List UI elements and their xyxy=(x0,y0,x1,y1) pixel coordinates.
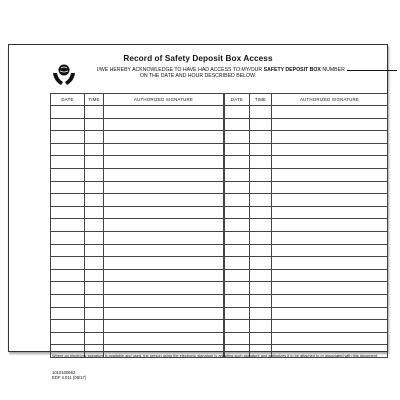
table-row xyxy=(225,294,388,307)
date-cell[interactable] xyxy=(225,332,250,345)
time-cell[interactable] xyxy=(250,257,272,270)
time-cell[interactable] xyxy=(250,231,272,244)
signature-cell[interactable] xyxy=(272,320,388,333)
date-cell[interactable] xyxy=(225,231,250,244)
header-signature: AUTHORIZED SIGNATURE xyxy=(272,94,388,106)
date-cell[interactable] xyxy=(51,257,85,270)
date-cell[interactable] xyxy=(51,307,85,320)
table-row xyxy=(225,143,388,156)
time-cell[interactable] xyxy=(250,181,272,194)
table-row xyxy=(225,219,388,232)
time-cell[interactable] xyxy=(85,168,104,181)
signature-cell[interactable] xyxy=(272,206,388,219)
signature-cell[interactable] xyxy=(104,219,224,232)
date-cell[interactable] xyxy=(225,106,250,119)
table-row xyxy=(225,269,388,282)
signature-cell[interactable] xyxy=(272,181,388,194)
ack-bold: SAFETY DEPOSIT BOX xyxy=(263,67,321,73)
header-time: TIME xyxy=(250,94,272,106)
time-cell[interactable] xyxy=(85,131,104,144)
date-cell[interactable] xyxy=(51,244,85,257)
date-cell[interactable] xyxy=(225,294,250,307)
date-cell[interactable] xyxy=(51,106,85,119)
table-row xyxy=(225,244,388,257)
signature-cell[interactable] xyxy=(272,257,388,270)
table-row xyxy=(51,219,224,232)
table-row xyxy=(51,194,224,207)
signature-cell[interactable] xyxy=(104,206,224,219)
signature-cell[interactable] xyxy=(104,294,224,307)
signature-cell[interactable] xyxy=(104,194,224,207)
time-cell[interactable] xyxy=(250,143,272,156)
time-cell[interactable] xyxy=(250,269,272,282)
table-row xyxy=(51,282,224,295)
electronic-signature-footnote: Where an electronic signature is available and used, the person using the electronic signature is adopting such signature and authorizes it to be attached to or associated with this document. xyxy=(52,353,378,358)
time-cell[interactable] xyxy=(250,156,272,169)
ack-prefix: I/WE HEREBY ACKNOWLEDGE TO HAVE HAD ACCESS TO MY/OUR xyxy=(97,67,264,73)
time-cell[interactable] xyxy=(250,244,272,257)
signature-cell[interactable] xyxy=(272,118,388,131)
signature-cell[interactable] xyxy=(104,118,224,131)
time-cell[interactable] xyxy=(85,244,104,257)
date-cell[interactable] xyxy=(225,244,250,257)
table-row xyxy=(51,320,224,333)
signature-cell[interactable] xyxy=(104,320,224,333)
date-cell[interactable] xyxy=(225,269,250,282)
time-cell[interactable] xyxy=(85,219,104,232)
time-cell[interactable] xyxy=(250,320,272,333)
table-row xyxy=(51,156,224,169)
time-cell[interactable] xyxy=(85,194,104,207)
table-row xyxy=(51,106,224,119)
date-cell[interactable] xyxy=(51,118,85,131)
signature-cell[interactable] xyxy=(104,181,224,194)
date-cell[interactable] xyxy=(51,219,85,232)
signature-cell[interactable] xyxy=(104,257,224,270)
signature-cell[interactable] xyxy=(272,231,388,244)
signature-cell[interactable] xyxy=(104,106,224,119)
date-cell[interactable] xyxy=(51,206,85,219)
table-row xyxy=(225,118,388,131)
time-cell[interactable] xyxy=(85,282,104,295)
table-row xyxy=(51,294,224,307)
time-cell[interactable] xyxy=(85,294,104,307)
date-cell[interactable] xyxy=(51,282,85,295)
table-row xyxy=(51,231,224,244)
table-row xyxy=(51,143,224,156)
table-row xyxy=(225,282,388,295)
time-cell[interactable] xyxy=(85,143,104,156)
table-row xyxy=(225,106,388,119)
access-log-table-right xyxy=(224,93,388,358)
signature-cell[interactable] xyxy=(272,168,388,181)
time-cell[interactable] xyxy=(85,257,104,270)
table-row xyxy=(225,307,388,320)
form-revision: EDF 4.011 (08/17) xyxy=(52,375,87,381)
acknowledgement-line-2: ON THE DATE AND HOUR DESCRIBED BELOW. xyxy=(139,73,257,79)
time-cell[interactable] xyxy=(85,332,104,345)
table-row xyxy=(225,156,388,169)
signature-cell[interactable] xyxy=(272,156,388,169)
time-cell[interactable] xyxy=(85,206,104,219)
table-row xyxy=(51,257,224,270)
table-row xyxy=(225,257,388,270)
table-row xyxy=(51,181,224,194)
signature-cell[interactable] xyxy=(104,131,224,144)
time-cell[interactable] xyxy=(85,118,104,131)
date-cell[interactable] xyxy=(51,194,85,207)
table-row xyxy=(51,131,224,144)
time-cell[interactable] xyxy=(85,181,104,194)
table-row xyxy=(225,320,388,333)
date-cell[interactable] xyxy=(225,282,250,295)
signature-cell[interactable] xyxy=(272,282,388,295)
time-cell[interactable] xyxy=(250,168,272,181)
table-row xyxy=(225,231,388,244)
date-cell[interactable] xyxy=(225,131,250,144)
date-cell[interactable] xyxy=(225,194,250,207)
header-date: DATE xyxy=(51,94,85,106)
time-cell[interactable] xyxy=(250,106,272,119)
signature-cell[interactable] xyxy=(104,282,224,295)
time-cell[interactable] xyxy=(250,118,272,131)
signature-cell[interactable] xyxy=(272,219,388,232)
signature-cell[interactable] xyxy=(104,332,224,345)
header-time: TIME xyxy=(85,94,104,106)
date-cell[interactable] xyxy=(225,219,250,232)
form-number: 1010100662 xyxy=(52,370,76,375)
signature-cell[interactable] xyxy=(272,131,388,144)
time-cell[interactable] xyxy=(250,307,272,320)
date-cell[interactable] xyxy=(225,206,250,219)
date-cell[interactable] xyxy=(225,307,250,320)
form-sheet xyxy=(8,44,388,381)
date-cell[interactable] xyxy=(225,257,250,270)
signature-cell[interactable] xyxy=(272,244,388,257)
table-row xyxy=(51,269,224,282)
access-log-table-left xyxy=(50,93,224,358)
time-cell[interactable] xyxy=(85,269,104,282)
signature-cell[interactable] xyxy=(104,168,224,181)
signature-cell[interactable] xyxy=(272,294,388,307)
time-cell[interactable] xyxy=(85,231,104,244)
table-row xyxy=(225,181,388,194)
header-signature: AUTHORIZED SIGNATURE xyxy=(104,94,224,106)
header-date: DATE xyxy=(225,94,250,106)
table-row xyxy=(225,131,388,144)
date-cell[interactable] xyxy=(225,168,250,181)
date-cell[interactable] xyxy=(225,143,250,156)
table-row xyxy=(225,168,388,181)
acknowledgement-line xyxy=(97,66,397,73)
table-row xyxy=(51,118,224,131)
date-cell[interactable] xyxy=(51,143,85,156)
table-row xyxy=(51,244,224,257)
date-cell[interactable] xyxy=(225,181,250,194)
signature-cell[interactable] xyxy=(272,143,388,156)
date-cell[interactable] xyxy=(225,118,250,131)
table-row xyxy=(51,332,224,345)
date-cell[interactable] xyxy=(225,156,250,169)
signature-cell[interactable] xyxy=(272,269,388,282)
time-cell[interactable] xyxy=(250,131,272,144)
signature-cell[interactable] xyxy=(104,143,224,156)
signature-cell[interactable] xyxy=(104,156,224,169)
signature-cell[interactable] xyxy=(104,307,224,320)
time-cell[interactable] xyxy=(250,194,272,207)
table-row xyxy=(225,194,388,207)
date-cell[interactable] xyxy=(51,156,85,169)
date-cell[interactable] xyxy=(51,332,85,345)
date-cell[interactable] xyxy=(51,231,85,244)
form-codes xyxy=(52,370,86,380)
time-cell[interactable] xyxy=(85,320,104,333)
table-row xyxy=(51,307,224,320)
date-cell[interactable] xyxy=(225,320,250,333)
date-cell[interactable] xyxy=(51,131,85,144)
table-row xyxy=(51,168,224,181)
table-row xyxy=(51,206,224,219)
date-cell[interactable] xyxy=(51,181,85,194)
table-row xyxy=(225,332,388,345)
signature-cell[interactable] xyxy=(104,231,224,244)
signature-cell[interactable] xyxy=(272,332,388,345)
time-cell[interactable] xyxy=(250,332,272,345)
form-title: Record of Safety Deposit Box Access xyxy=(123,54,273,63)
time-cell[interactable] xyxy=(85,156,104,169)
box-number-blank[interactable] xyxy=(347,66,397,71)
ack-suffix: NUMBER xyxy=(320,67,345,73)
date-cell[interactable] xyxy=(51,168,85,181)
time-cell[interactable] xyxy=(250,294,272,307)
signature-cell[interactable] xyxy=(104,269,224,282)
date-cell[interactable] xyxy=(51,320,85,333)
signature-cell[interactable] xyxy=(104,244,224,257)
time-cell[interactable] xyxy=(250,206,272,219)
signature-cell[interactable] xyxy=(272,307,388,320)
date-cell[interactable] xyxy=(51,269,85,282)
table-row xyxy=(225,206,388,219)
signature-cell[interactable] xyxy=(272,194,388,207)
time-cell[interactable] xyxy=(250,282,272,295)
date-cell[interactable] xyxy=(51,294,85,307)
time-cell[interactable] xyxy=(250,219,272,232)
time-cell[interactable] xyxy=(85,106,104,119)
signature-cell[interactable] xyxy=(272,106,388,119)
time-cell[interactable] xyxy=(85,307,104,320)
